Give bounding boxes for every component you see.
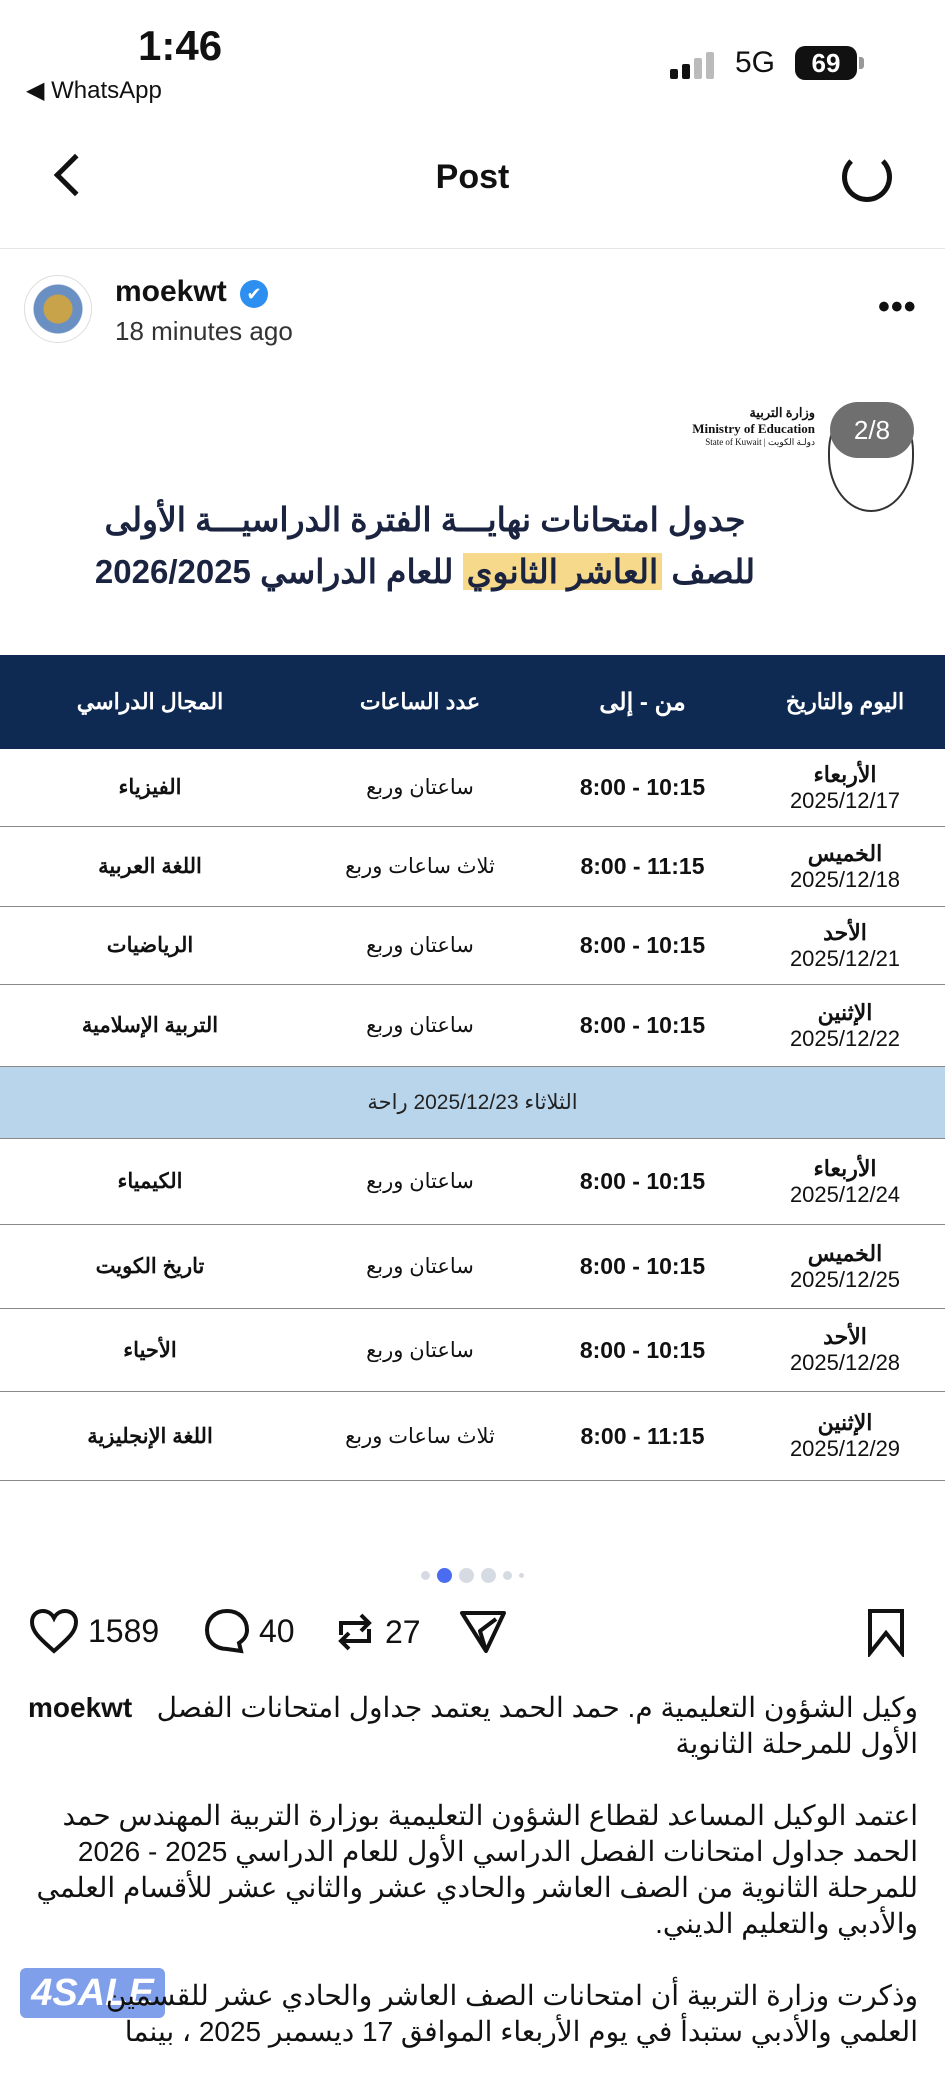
day-date-cell [745,1324,945,1376]
header-subject: المجال الدراسي [76,689,224,714]
subject-cell: تاريخ الكويت [95,1255,205,1278]
caption-username[interactable]: moekwt [28,1692,133,1723]
title-pre: للصف [671,553,756,590]
send-icon [458,1607,508,1657]
day-date-cell [745,1156,945,1208]
hours-cell: ساعتان وربع [366,934,474,957]
subject-cell: الكيمياء [117,1170,183,1193]
battery-cap [859,57,864,69]
date: 2025/12/17 [789,787,901,813]
hours-cell: ساعتان وربع [366,1255,474,1278]
like-button[interactable] [28,1607,159,1655]
time-cell: 8:00 - 11:15 [580,1422,705,1449]
subject-cell: الرياضيات [106,934,194,957]
date: 2025/12/18 [789,866,901,892]
hours-cell: ساعتان وربع [366,1338,474,1362]
header-day-date: اليوم والتاريخ [785,689,905,714]
schedule-title-line1: جدول امتحانات نهايـــة الفترة الدراسيـــة الأولى [104,501,746,538]
caption-paragraph-2: وذكرت وزارة التربية أن امتحانات الصف العاشر والحادي عشر للقسمين العلمي والأدبي ستبدأ في يوم الأربعاء الموافق 17 ديسمبر 2025 ، بينما [105,1980,918,2047]
day: الأحد [823,919,867,945]
post-time: 18 minutes ago [115,316,293,346]
day: الخميس [807,1240,883,1266]
day: الأربعاء [813,1155,877,1181]
carousel-dot[interactable] [459,1568,474,1583]
bookmark-icon [866,1607,906,1657]
image-counter: 2/8 [830,402,914,458]
header-time: من - إلى [599,688,686,716]
time-cell: 8:00 - 10:15 [579,1336,706,1363]
subject-cell: الفيزياء [118,776,182,799]
logo-en: Ministry of Education [692,421,815,436]
page-title: Post [435,158,510,196]
table-row [0,1225,945,1309]
table-row [0,985,945,1067]
subject-cell: التربية الإسلامية [81,1014,219,1037]
table-row [0,827,945,907]
caption-paragraph-1: اعتمد الوكيل المساعد لقطاع الشؤون التعليمية بوزارة التربية المهندس حمد الحمد جداول امتحانات الفصل الدراسي الأول للعام الدراسي 2025 - 2026 للمرحلة الثانوية من الصف العاشر والحادي عشر والثاني عشر للأقسام العلمي والأدبي والتعليم الديني. [36,1800,918,1939]
exam-schedule-table [0,655,945,1481]
day-date-cell [745,1241,945,1293]
refresh-icon[interactable] [842,152,892,202]
rest-day-row: الثلاثاء 2025/12/23 راحة [0,1067,945,1139]
date: 2025/12/28 [789,1350,901,1375]
day-date-cell [745,1000,945,1052]
repost-icon [333,1607,377,1657]
battery-icon: 69 [795,46,857,80]
comment-button[interactable] [203,1607,295,1655]
comment-count: 40 [259,1612,295,1649]
carousel-dot[interactable] [481,1568,496,1583]
time-cell: 8:00 - 10:15 [579,1168,706,1194]
date: 2025/12/24 [789,1181,901,1207]
logo-state: State of Kuwait | دولـة الكويت [705,437,815,447]
post-image[interactable] [0,370,945,1540]
schedule-title-line2 [0,552,945,591]
time-cell: 8:00 - 10:15 [579,774,706,800]
caption-headline: وكيل الشؤون التعليمية م. حمد الحمد يعتمد جداول امتحانات الفصل الأول للمرحلة الثانوية [156,1692,918,1759]
day: الإثنين [817,1410,873,1435]
table-row [0,907,945,985]
post-caption [28,1690,918,2086]
hours-cell: ثلاث ساعات وربع [345,855,495,878]
status-time: 1:46 [138,22,223,69]
date: 2025/12/21 [789,945,901,971]
hours-cell: ساعتان وربع [366,776,474,799]
carousel-dot[interactable] [437,1568,452,1583]
author-username[interactable]: moekwt [115,275,227,308]
day-date-cell [745,841,945,893]
table-row [0,1139,945,1225]
subject-cell: اللغة العربية [98,855,202,878]
like-count: 1589 [88,1612,160,1649]
avatar[interactable] [24,275,92,343]
verified-badge-icon: ✔ [240,280,268,308]
hours-cell: ساعتان وربع [366,1170,474,1193]
network-type: 5G [735,46,776,79]
table-row [0,749,945,827]
action-bar [28,1607,918,1667]
hours-cell: ساعتان وربع [366,1014,474,1037]
signal-icon [670,52,714,79]
carousel-dot[interactable] [421,1571,430,1580]
subject-cell: اللغة الإنجليزية [87,1424,213,1448]
day-date-cell [745,1410,945,1462]
time-cell: 8:00 - 10:15 [579,1253,706,1279]
divider [0,248,945,249]
4sale-watermark: 4SALE [20,1968,165,2018]
comment-icon [203,1607,251,1655]
table-row [0,1392,945,1481]
header-hours: عدد الساعات [359,689,481,714]
title-post: للعام الدراسي 2026/2025 [94,553,454,590]
day: الأحد [823,1324,867,1349]
time-cell: 8:00 - 11:15 [580,853,705,879]
day: الخميس [807,840,883,866]
title-highlight: العاشر الثانوي [463,553,663,590]
logo-ar: وزارة التربية [749,405,815,420]
repost-button[interactable] [333,1607,421,1657]
share-button[interactable] [458,1607,508,1657]
bookmark-button[interactable] [866,1607,906,1657]
day-date-cell [745,920,945,972]
repost-count: 27 [385,1613,421,1650]
table-row [0,1309,945,1392]
date: 2025/12/25 [789,1266,901,1292]
carousel-dots[interactable] [0,1568,945,1583]
more-options-icon[interactable]: ••• [878,288,917,326]
time-cell: 8:00 - 10:15 [579,932,706,958]
day: الإثنين [817,999,873,1025]
ministry-logo [600,405,815,448]
back-to-whatsapp-link[interactable]: ◀ WhatsApp [26,77,162,104]
date: 2025/12/22 [789,1025,901,1051]
carousel-dot[interactable] [519,1573,524,1578]
day-date-cell [745,762,945,814]
time-cell: 8:00 - 10:15 [579,1012,706,1038]
day: الأربعاء [813,761,877,787]
subject-cell: الأحياء [123,1338,177,1362]
hours-cell: ثلاث ساعات وربع [345,1424,495,1448]
table-header [0,655,945,749]
date: 2025/12/29 [789,1436,901,1461]
heart-icon [28,1607,80,1655]
carousel-dot[interactable] [503,1571,512,1580]
